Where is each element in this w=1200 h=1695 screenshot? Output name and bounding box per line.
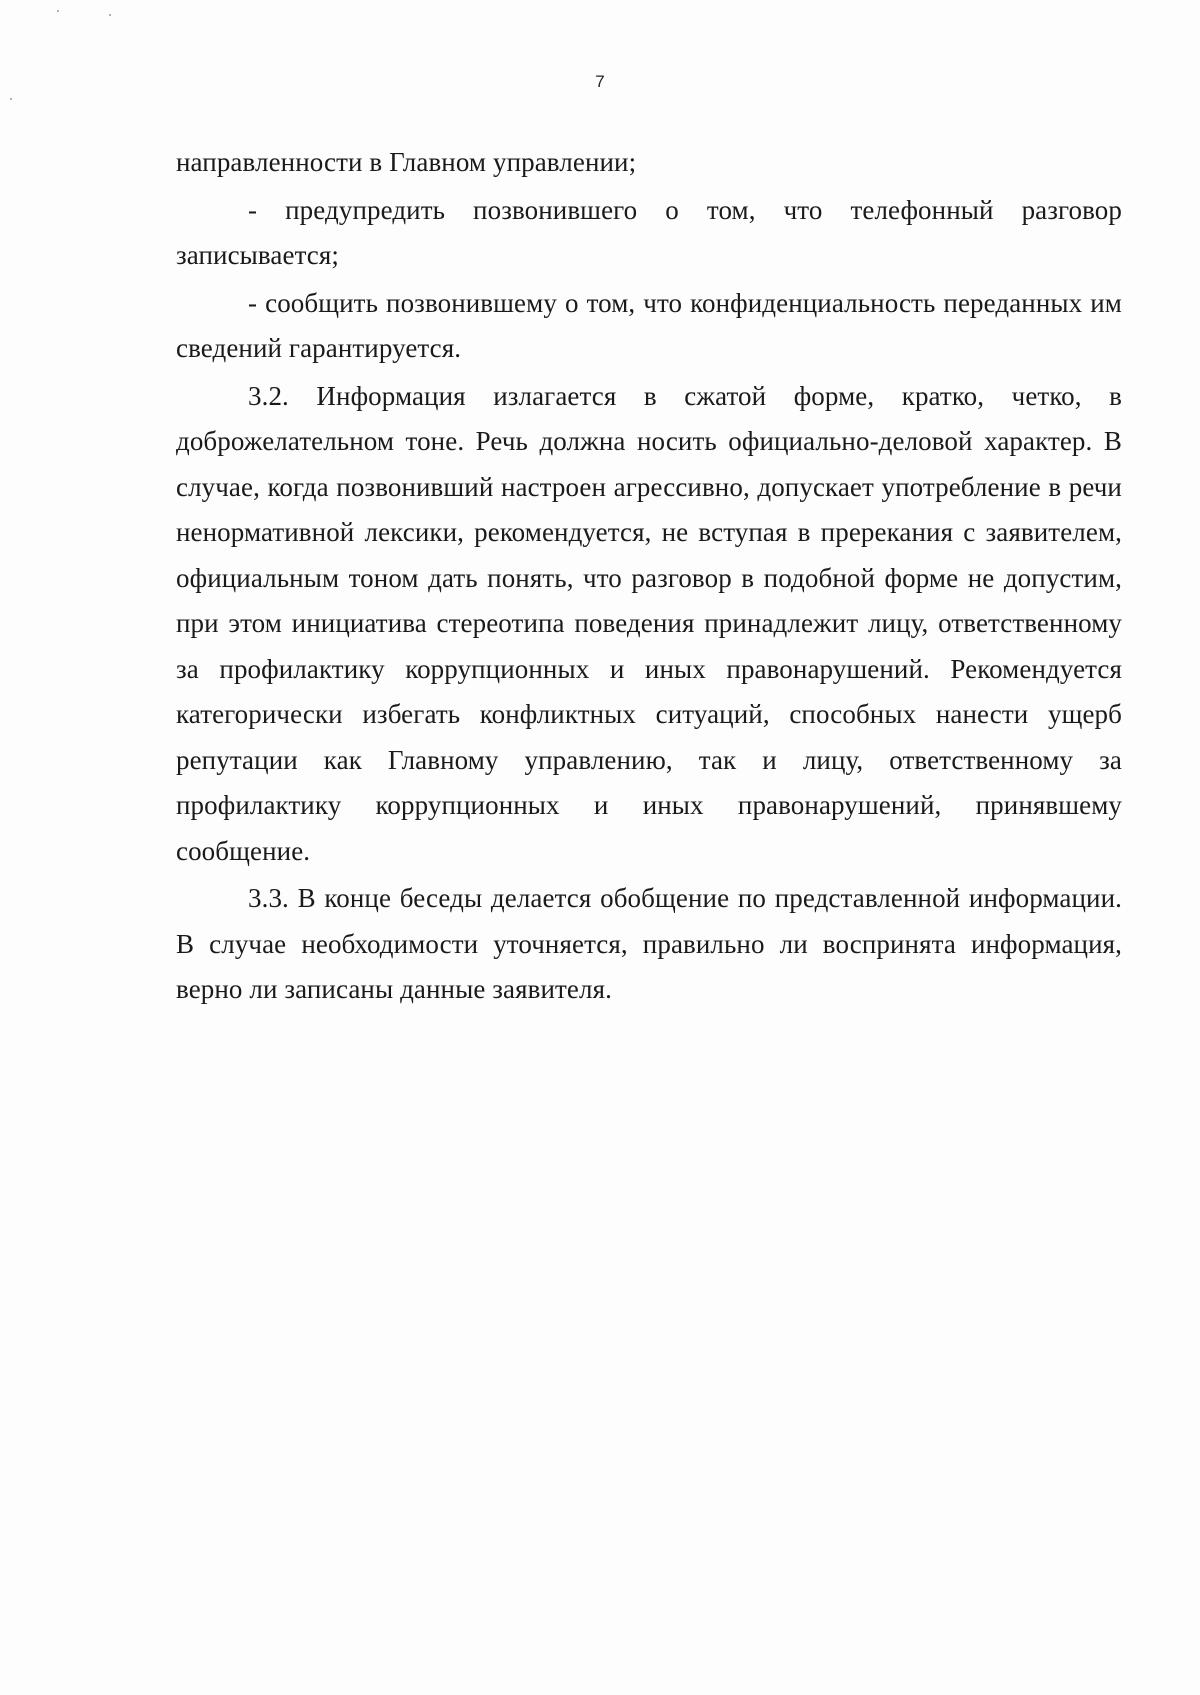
paragraph-continuation: направленности в Главном управлении; [176,147,637,177]
document-body [176,140,1122,1015]
paragraph-3-3: 3.3. В конце беседы делается обобщение по представленной информации. В случае необходимости уточняется, правильно ли воспринята информация, верно ли записаны данные заявителя. [176,883,1122,1004]
scan-speck [57,10,59,12]
list-item-confidentiality: - сообщить позвонившему о том, что конфиденциальность переданных им сведений гарантируется. [176,287,1122,363]
scan-speck [109,14,111,16]
page-number: 7 [595,72,605,91]
paragraph-3-2: 3.2. Информация излагается в сжатой форме, кратко, четко, в доброжелательном тоне. Речь должна носить официально-деловой характер. В случае, когда позвонивший настроен агрессивно, допускает употребление в речи ненормативной лексики, рекомендуется, не вступая в пререкания с заявителем, официальным тоном дать понять, что разговор в подобной форме не допустим, при этом инициатива стереотипа поведения принадлежит лицу, ответственному за профилактику коррупционных и иных правонарушений. Рекомендуется категорически избегать конфликтных ситуаций, способных нанести ущерб репутации как Главному управлению, так и лицу, ответственному за профилактику коррупционных и иных правонарушений, принявшему сообщение. [176,380,1122,866]
list-item-warn-recording: - предупредить позвонившего о том, что телефонный разговор записывается; [176,194,1122,270]
scan-speck [10,98,12,100]
